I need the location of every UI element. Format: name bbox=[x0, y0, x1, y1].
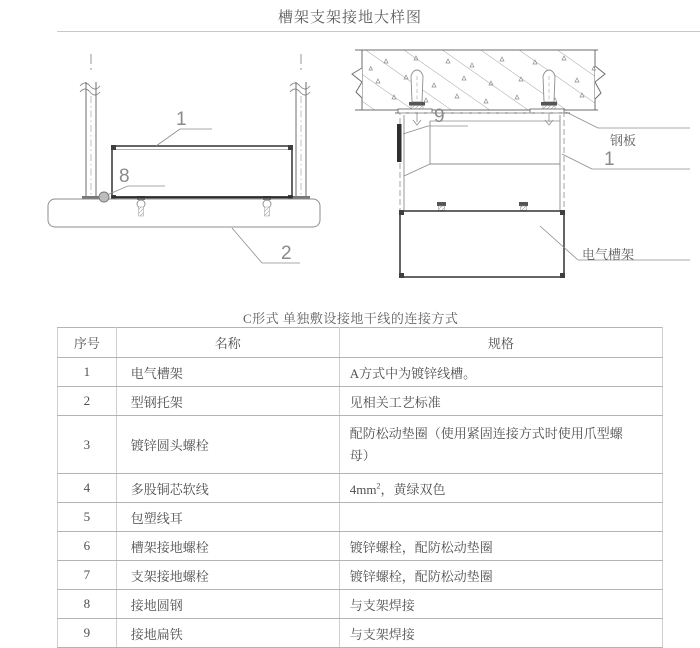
hanger-rod-left bbox=[80, 54, 100, 219]
cell-no: 1 bbox=[58, 358, 117, 387]
callout-right-1: 1 bbox=[604, 149, 615, 170]
figure-caption: C形式 单独敷设接地干线的连接方式 bbox=[243, 311, 459, 326]
callout-left-2: 2 bbox=[281, 243, 292, 264]
cell-name: 多股铜芯软线 bbox=[116, 474, 339, 503]
detail-drawings bbox=[0, 36, 700, 316]
cell-spec: 镀锌螺栓，配防松动垫圈 bbox=[339, 561, 662, 590]
table-row bbox=[58, 619, 663, 648]
cell-name: 电气槽架 bbox=[116, 358, 339, 387]
cell-spec-line2: 母） bbox=[349, 447, 376, 463]
column-header-name: 名称 bbox=[116, 328, 339, 358]
callout-right-9: 9 bbox=[434, 106, 445, 127]
cell-no: 3 bbox=[58, 416, 117, 474]
anchor-bolt-left bbox=[409, 70, 425, 125]
cell-no: 6 bbox=[58, 532, 117, 561]
flat-iron-conductor bbox=[397, 124, 468, 162]
leader-steel-plate bbox=[566, 112, 690, 128]
page-title: 槽架支架接地大样图 bbox=[277, 10, 422, 26]
cell-spec: A方式中为镀锌线槽。 bbox=[339, 358, 662, 387]
cell-name: 接地扁铁 bbox=[116, 619, 339, 648]
table-row bbox=[58, 590, 663, 619]
cell-spec: 与支架焊接 bbox=[339, 619, 662, 648]
cell-no: 5 bbox=[58, 503, 117, 532]
cell-spec-line1: 配防松动垫圈（使用紧固连接方式时使用爪型螺 bbox=[349, 426, 623, 442]
callout-left-1: 1 bbox=[176, 109, 187, 130]
cell-name: 支架接地螺栓 bbox=[116, 561, 339, 590]
cable-tray-left bbox=[111, 145, 293, 200]
spec-superscript: 2 bbox=[376, 481, 381, 491]
hanger-rod-right bbox=[290, 54, 310, 219]
cell-spec: 与支架焊接 bbox=[339, 590, 662, 619]
left-diagram bbox=[48, 54, 320, 263]
title-divider bbox=[57, 31, 700, 32]
right-diagram bbox=[352, 50, 690, 278]
cell-spec bbox=[339, 503, 662, 532]
table-row bbox=[58, 503, 663, 532]
specification-table bbox=[57, 327, 663, 648]
anchor-bolt-right bbox=[541, 70, 557, 125]
table-row bbox=[58, 532, 663, 561]
figure-area bbox=[0, 36, 700, 326]
column-header-spec: 规格 bbox=[339, 328, 662, 358]
cell-name: 型钢托架 bbox=[116, 387, 339, 416]
cell-name: 接地圆钢 bbox=[116, 590, 339, 619]
cell-no: 8 bbox=[58, 590, 117, 619]
support-bracket-left bbox=[48, 199, 320, 227]
table-row bbox=[58, 387, 663, 416]
table-row bbox=[58, 358, 663, 387]
label-cable-tray: 电气槽架 bbox=[582, 247, 635, 262]
concrete-slab bbox=[352, 50, 605, 110]
leader-left-1 bbox=[156, 129, 212, 146]
cell-spec bbox=[339, 416, 662, 474]
callout-left-8: 8 bbox=[119, 166, 130, 187]
table-row bbox=[58, 416, 663, 474]
cable-tray-right bbox=[399, 210, 565, 278]
cell-no: 4 bbox=[58, 474, 117, 503]
column-header-no: 序号 bbox=[58, 328, 117, 358]
cell-spec: $4mm^2$，黄绿双色 bbox=[339, 474, 662, 503]
table-header-row bbox=[58, 328, 663, 358]
hanger-frame bbox=[400, 113, 564, 211]
cell-no: 7 bbox=[58, 561, 117, 590]
table-row bbox=[58, 474, 663, 503]
leader-right-1 bbox=[562, 154, 690, 169]
cell-spec: 镀锌螺栓，配防松动垫圈 bbox=[339, 532, 662, 561]
label-steel-plate: 钢板 bbox=[610, 133, 637, 148]
cell-spec: 见相关工艺标准 bbox=[339, 387, 662, 416]
cell-no: 9 bbox=[58, 619, 117, 648]
cell-name: 槽架接地螺栓 bbox=[116, 532, 339, 561]
cell-name: 镀锌圆头螺栓 bbox=[116, 416, 339, 474]
table-row bbox=[58, 561, 663, 590]
cell-name: 包塑线耳 bbox=[116, 503, 339, 532]
table-header bbox=[58, 328, 663, 358]
table-body bbox=[58, 358, 663, 648]
cell-no: 2 bbox=[58, 387, 117, 416]
